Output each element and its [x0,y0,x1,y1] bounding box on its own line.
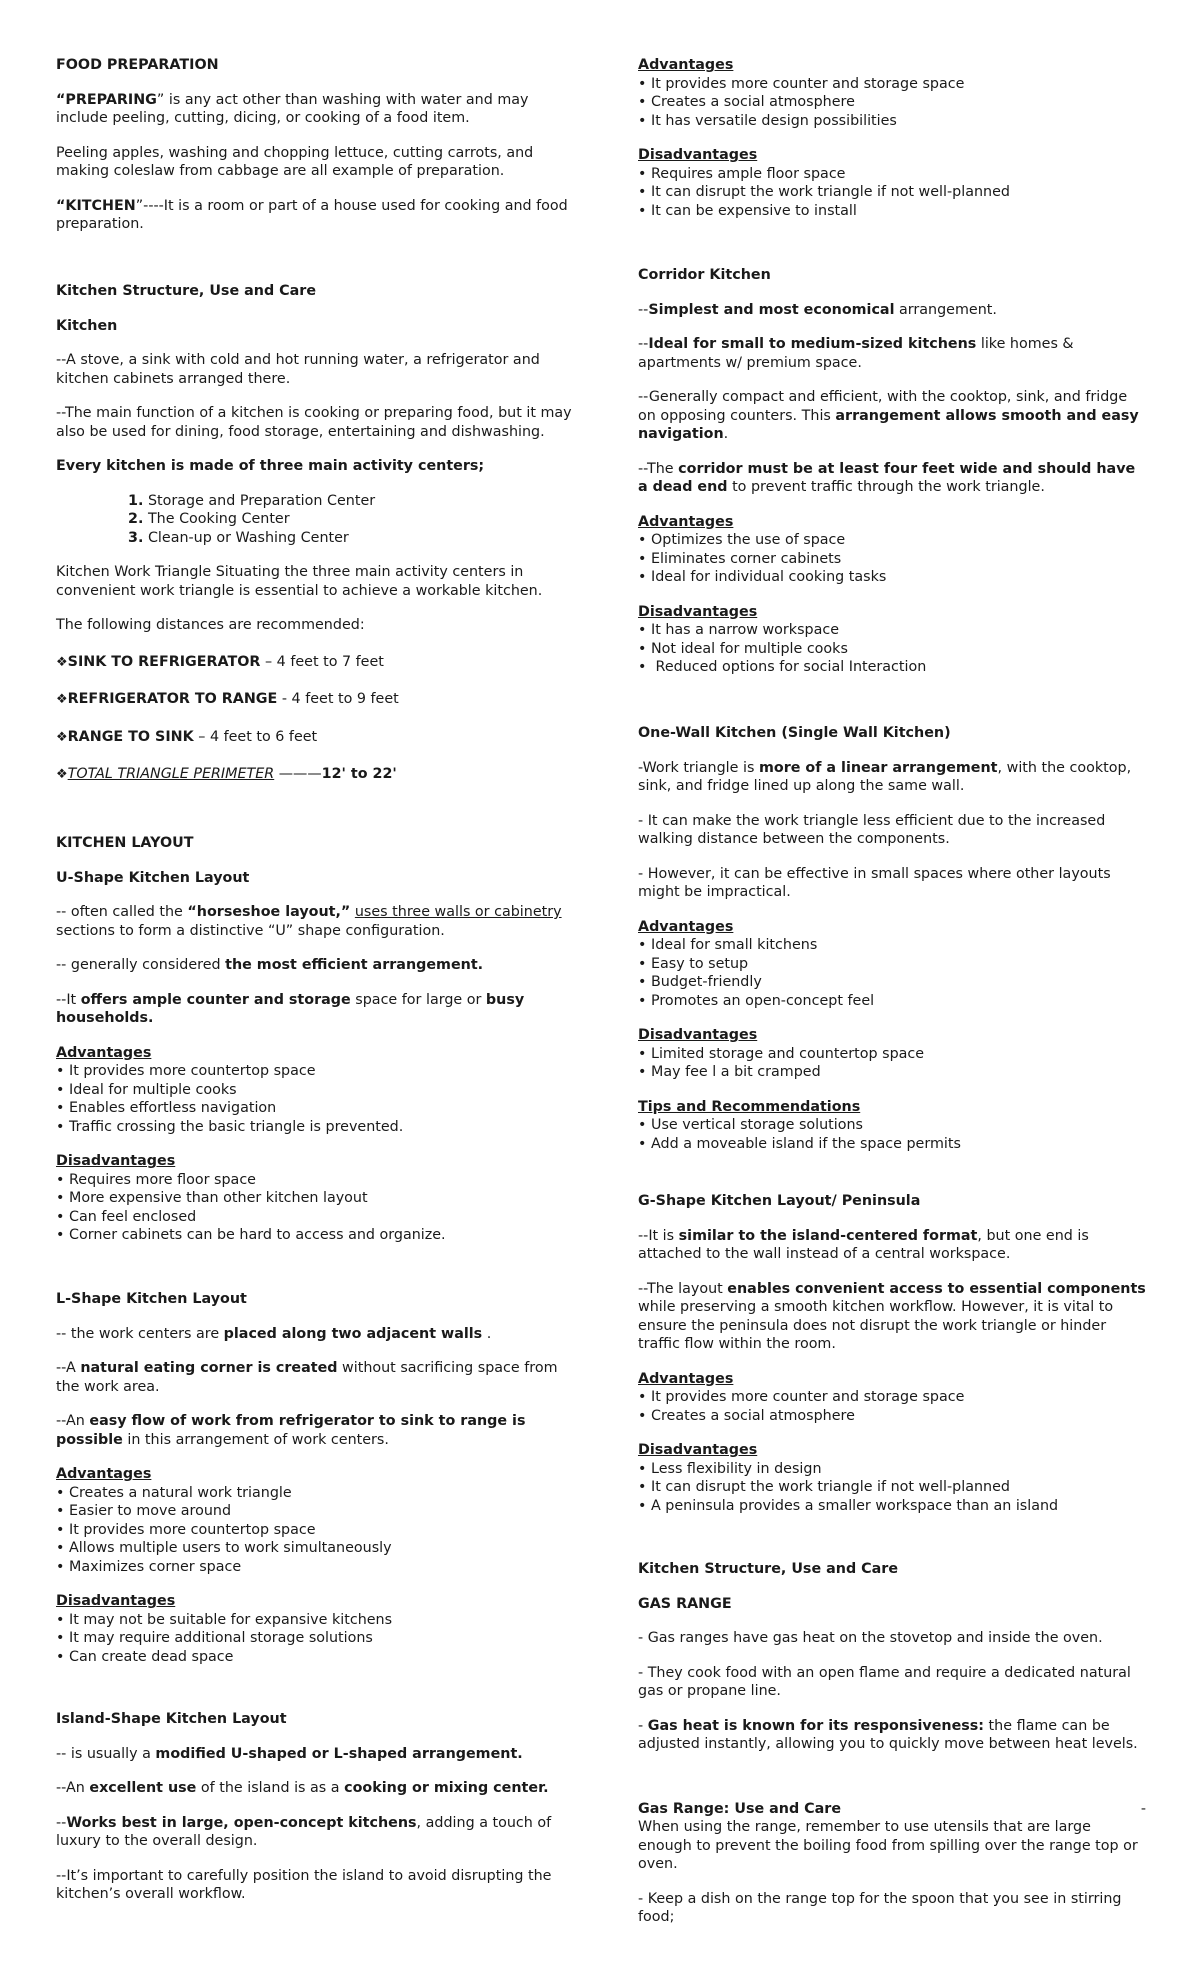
kitchen-definition: “KITCHEN”----It is a room or part of a house used for cooking and food preparation. [56,197,568,232]
gas-range-subtitle: GAS RANGE [638,1595,732,1612]
island-shape-title: Island-Shape Kitchen Layout [56,1711,287,1727]
l-shape-section [56,1290,576,1682]
g-shape-section [638,1192,1146,1531]
list-item: • May fee l a bit cramped [638,1063,1146,1082]
list-item: • Less flexibility in design [638,1460,1146,1479]
corridor-paragraph-2: --Ideal for small to medium-sized kitchens like homes & apartments w/ premium space. [638,336,1074,371]
list-item: • Budget-friendly [638,973,1146,992]
tips-title: Tips and Recommendations [638,1098,861,1115]
tips-list [638,1116,1146,1153]
list-item: • Use vertical storage solutions [638,1116,1146,1135]
gas-care-paragraph-1: When using the range, remember to use utensils that are large enough to prevent the boiling food from spilling over the range top or oven. [638,1819,1138,1872]
total-perimeter: ❖TOTAL TRIANGLE PERIMETER ———12' to 22' [56,766,397,782]
island-paragraph-3: --Works best in large, open-concept kitchens, adding a touch of luxury to the overall design. [56,1814,552,1849]
kitchen-structure-title: Kitchen Structure, Use and Care [56,283,317,299]
list-item: • Maximizes corner space [56,1558,576,1577]
list-item: • Creates a social atmosphere [638,1407,1146,1426]
list-item: • It can disrupt the work triangle if not well-planned [638,1478,1146,1497]
kitchen-layout-title: KITCHEN LAYOUT [56,835,194,851]
island-advantages-list [638,75,1146,131]
list-item: • Easy to setup [638,955,1146,974]
list-item: • Ideal for multiple cooks [56,1081,576,1100]
distance-item: ❖RANGE TO SINK – 4 feet to 6 feet [56,728,318,745]
diamond-bullet-icon: ❖ [56,692,68,707]
list-item: • Reduced options for social Interaction [638,658,1146,677]
u-shape-paragraph-3: --It offers ample counter and storage space for large or busy households. [56,991,525,1026]
list-item: • Corner cabinets can be hard to access and organize. [56,1226,576,1245]
u-shape-advantages-title: Advantages [56,1044,152,1061]
work-triangle-paragraph: Kitchen Work Triangle Situating the three main activity centers in convenient work triangle is essential to achieve a workable kitchen. [56,564,543,599]
activity-center-item: 1. Storage and Preparation Center [128,492,376,509]
activity-center-item: 3. Clean-up or Washing Center [128,529,349,546]
l-shape-paragraph-2: --A natural eating corner is created without sacrificing space from the work area. [56,1360,558,1395]
food-preparation-title: FOOD PREPARATION [56,57,219,73]
island-shape-section [56,1710,576,1904]
activity-center-item: 2. The Cooking Center [128,511,290,527]
corridor-kitchen-section [638,266,1146,693]
list-item: • Can create dead space [56,1648,576,1667]
u-shape-disadvantages-title: Disadvantages [56,1153,176,1169]
list-item: • Ideal for individual cooking tasks [638,568,1146,587]
one-wall-paragraph-1: -Work triangle is more of a linear arrangement, with the cooktop, sink, and fridge lined up along the same wall. [638,759,1132,794]
corridor-disadvantages-list [638,621,1146,677]
distances-intro: The following distances are recommended: [56,617,365,633]
gas-care-heading-row [638,1800,1146,1819]
l-shape-disadvantages-title: Disadvantages [56,1593,176,1609]
l-shape-paragraph-3: --An easy flow of work from refrigerator to sink to range is possible in this arrangement of work centers. [56,1413,526,1448]
corridor-title: Corridor Kitchen [638,267,771,283]
distance-item: ❖SINK TO REFRIGERATOR – 4 feet to 7 feet [56,653,384,670]
l-shape-disadvantages-list [56,1611,576,1667]
list-item: • It has a narrow workspace [638,621,1146,640]
list-item: • Limited storage and countertop space [638,1045,1146,1064]
list-item: • It provides more countertop space [56,1062,576,1081]
one-wall-title: One-Wall Kitchen (Single Wall Kitchen) [638,725,951,741]
u-shape-paragraph-1: -- often called the “horseshoe layout,” uses three walls or cabinetry sections to form a distinctive “U” shape configuration. [56,904,562,939]
list-item: • It has versatile design possibilities [638,112,1146,131]
l-shape-title: L-Shape Kitchen Layout [56,1291,247,1307]
g-shape-advantages-title: Advantages [638,1370,734,1387]
kitchen-structure-section [56,282,576,803]
list-item: • Allows multiple users to work simultaneously [56,1539,576,1558]
activity-centers-list [128,492,576,548]
list-item: • Optimizes the use of space [638,531,1146,550]
island-paragraph-4: --It’s important to carefully position the island to avoid disrupting the kitchen’s overall workflow. [56,1867,552,1902]
list-item: • It can disrupt the work triangle if not well-planned [638,183,1146,202]
list-item: • It can be expensive to install [638,202,1146,221]
list-item: • It may not be suitable for expansive kitchens [56,1611,576,1630]
kitchen-subtitle: Kitchen [56,317,118,334]
gas-range-section [638,1560,1146,1927]
gas-paragraph-1: - Gas ranges have gas heat on the stovetop and inside the oven. [638,1630,1103,1646]
gas-structure-title: Kitchen Structure, Use and Care [638,1561,899,1577]
diamond-bullet-icon: ❖ [56,767,68,782]
kitchen-layout-section [56,834,576,1261]
corridor-paragraph-3: --Generally compact and efficient, with the cooktop, sink, and fridge on opposing counters. This arrangement allows smooth and easy navigation. [638,389,1139,442]
list-item: • Not ideal for multiple cooks [638,640,1146,659]
list-item: • Creates a social atmosphere [638,93,1146,112]
corridor-paragraph-4: --The corridor must be at least four feet wide and should have a dead end to prevent traffic through the work triangle. [638,460,1136,495]
l-shape-advantages-list [56,1484,576,1577]
one-wall-disadvantages-title: Disadvantages [638,1027,758,1043]
u-shape-title: U-Shape Kitchen Layout [56,869,250,886]
corridor-advantages-list [638,531,1146,587]
list-item: • Promotes an open-concept feel [638,992,1146,1011]
diamond-bullet-icon: ❖ [56,729,68,745]
list-item: • Traffic crossing the basic triangle is prevented. [56,1118,576,1137]
list-item: • Can feel enclosed [56,1208,576,1227]
g-shape-paragraph-2: --The layout enables convenient access to essential components while preserving a smooth kitchen workflow. However, it is vital to ensure the peninsula does not disrupt the work triangle or hinder traffic flow within the room. [638,1280,1146,1352]
island-paragraph-1: -- is usually a modified U-shaped or L-shaped arrangement. [56,1745,523,1762]
g-shape-advantages-list [638,1388,1146,1425]
g-shape-title: G-Shape Kitchen Layout/ Peninsula [638,1193,921,1209]
one-wall-paragraph-3: - However, it can be effective in small spaces where other layouts might be impractical. [638,865,1111,900]
list-item: • Creates a natural work triangle [56,1484,576,1503]
island-advantages-section [638,56,1146,236]
corridor-advantages-title: Advantages [638,513,734,530]
one-wall-kitchen-section [638,724,1146,1169]
gas-paragraph-3: - Gas heat is known for its responsiveness: the flame can be adjusted instantly, allowing you to quickly move between heat levels. [638,1717,1138,1752]
list-item: • Eliminates corner cabinets [638,550,1146,569]
u-shape-disadvantages-list [56,1171,576,1245]
g-shape-paragraph-1: --It is similar to the island-centered format, but one end is attached to the wall instead of a central workspace. [638,1227,1089,1262]
diamond-bullet-icon: ❖ [56,654,68,670]
kitchen-paragraph-1: --A stove, a sink with cold and hot running water, a refrigerator and kitchen cabinets arranged there. [56,352,540,387]
gas-care-title: Gas Range: Use and Care [638,1800,842,1817]
food-preparation-section [56,56,576,250]
list-item: • Enables effortless navigation [56,1099,576,1118]
l-shape-advantages-title: Advantages [56,1466,152,1482]
one-wall-advantages-title: Advantages [638,918,734,935]
list-item: • Requires more floor space [56,1171,576,1190]
one-wall-paragraph-2: - It can make the work triangle less efficient due to the increased walking distance between the components. [638,812,1106,847]
list-item: • It provides more counter and storage space [638,75,1146,94]
one-wall-advantages-list [638,936,1146,1010]
u-shape-paragraph-2: -- generally considered the most efficient arrangement. [56,957,484,973]
corridor-paragraph-1: --Simplest and most economical arrangement. [638,301,997,318]
list-item: • Easier to move around [56,1502,576,1521]
island-advantages-title: Advantages [638,57,734,73]
list-item: • It may require additional storage solutions [56,1629,576,1648]
list-item: • More expensive than other kitchen layout [56,1189,576,1208]
corridor-disadvantages-title: Disadvantages [638,603,758,620]
g-shape-disadvantages-title: Disadvantages [638,1442,758,1458]
gas-care-paragraph-2: - Keep a dish on the range top for the spoon that you see in stirring food; [638,1890,1122,1925]
l-shape-paragraph-1: -- the work centers are placed along two adjacent walls . [56,1325,492,1342]
gas-care-dash: - [1140,1800,1146,1817]
list-item: • Requires ample floor space [638,165,1146,184]
kitchen-paragraph-2: --The main function of a kitchen is cooking or preparing food, but it may also be used for dining, food storage, entertaining and dishwashing. [56,405,572,440]
g-shape-disadvantages-list [638,1460,1146,1516]
gas-paragraph-2: - They cook food with an open flame and require a dedicated natural gas or propane line. [638,1664,1131,1699]
activity-centers-heading: Every kitchen is made of three main activity centers; [56,458,485,474]
island-disadvantages-list [638,165,1146,221]
island-disadvantages-title: Disadvantages [638,147,758,163]
list-item: • A peninsula provides a smaller workspace than an island [638,1497,1146,1516]
preparing-definition: “PREPARING” is any act other than washing with water and may include peeling, cutting, dicing, or cooking of a food item. [56,91,529,126]
island-paragraph-2: --An excellent use of the island is as a cooking or mixing center. [56,1780,549,1796]
list-item: • Add a moveable island if the space permits [638,1135,1146,1154]
one-wall-disadvantages-list [638,1045,1146,1082]
list-item: • Ideal for small kitchens [638,936,1146,955]
list-item: • It provides more counter and storage space [638,1388,1146,1407]
distance-item: ❖REFRIGERATOR TO RANGE - 4 feet to 9 feet [56,691,399,707]
preparation-examples: Peeling apples, washing and chopping lettuce, cutting carrots, and making coleslaw from cabbage are all example of preparation. [56,144,534,179]
list-item: • It provides more countertop space [56,1521,576,1540]
u-shape-advantages-list [56,1062,576,1136]
